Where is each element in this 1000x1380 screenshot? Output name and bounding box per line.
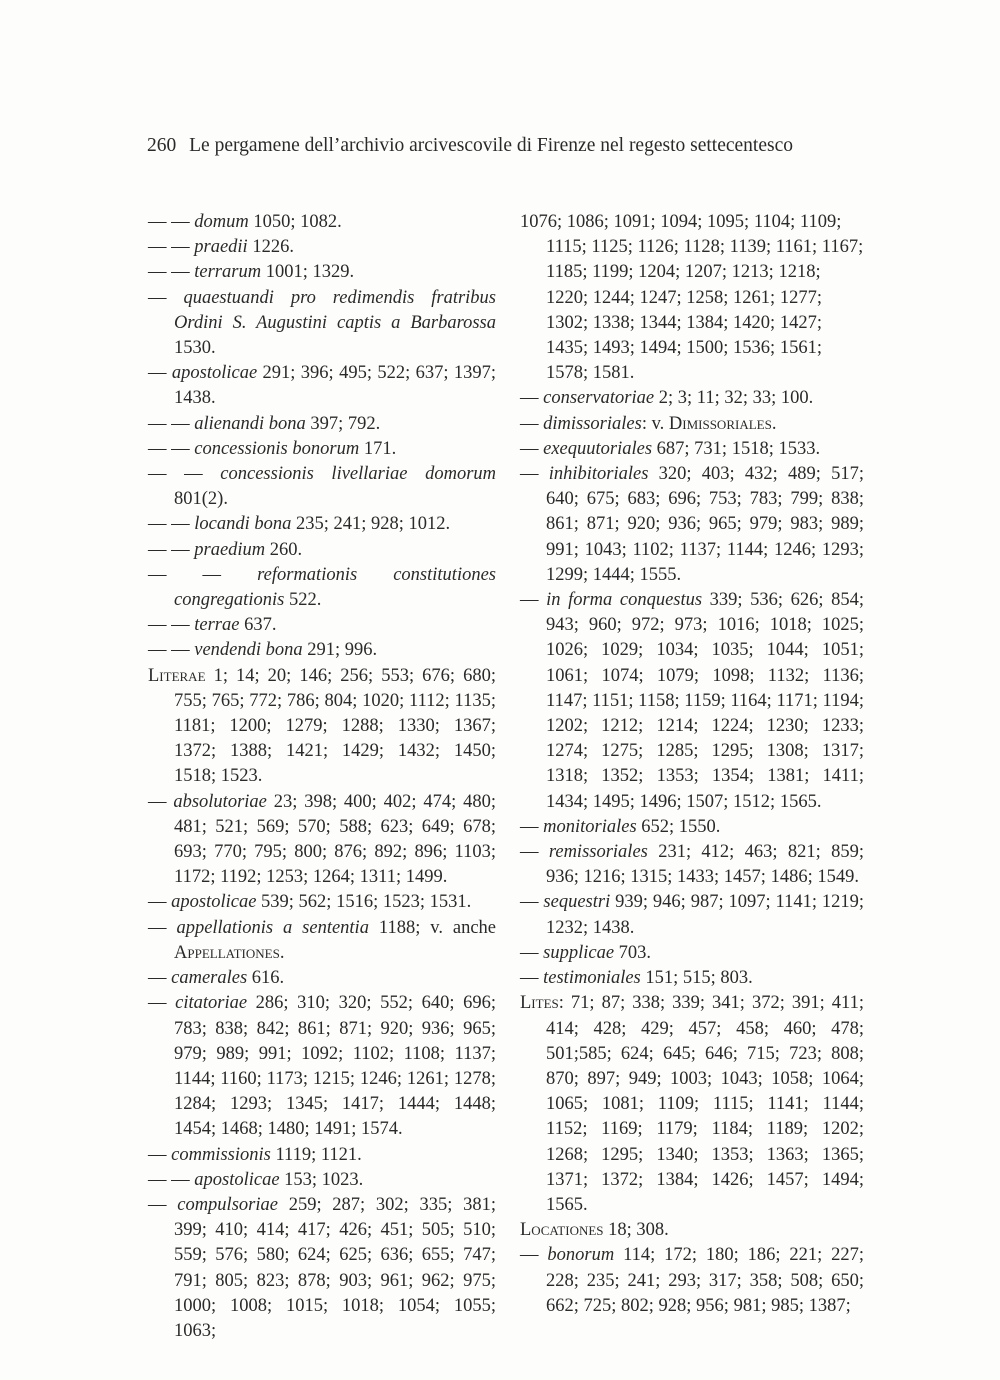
entry-dash: — (148, 791, 167, 812)
index-column-right (520, 210, 864, 1319)
entry-references: 259; 287; 302; 335; 381; 399; 410; 414; 417; 426; 451; 505; 510; 559; 576; 580; 624; 625; 636; 655; 747; 791; 805; 823; 878; 903; 961; 962; 975; 1000; 1008; 1015; 1018; 1054; 1055; 1063; (174, 1194, 497, 1341)
entry-references: 703. (618, 942, 652, 963)
entry-references: 23; 398; 400; 402; 474; 480; 481; 521; 569; 570; 588; 623; 649; 678; 693; 770; 795; 800; 876; 892; 896; 1103; 1172; 1192; 1253; 1264; 1311; 1499. (174, 791, 497, 888)
entry-references: 291; 996. (307, 640, 378, 661)
page-number: 260 (147, 135, 177, 156)
entry-term: inhibitoriales (548, 464, 649, 485)
entry-term: absolutoriae (173, 791, 267, 812)
entry-references: 286; 310; 320; 552; 640; 696; 783; 838; 842; 861; 871; 920; 936; 965; 979; 989; 991; 1092; 1102; 1108; 1137; 1144; 1160; 1173; 1215; 1246; 1261; 1278; 1284; 1293; 1345; 1417; 1444; 1448; 1454; 1468; 1480; 1491; 1574. (174, 993, 497, 1140)
index-entry (148, 916, 496, 966)
entry-references: 1050; 1082. (253, 212, 342, 232)
index-entry (148, 361, 496, 411)
entry-dash: — (148, 892, 167, 913)
entry-term: bonorum (547, 1245, 615, 1266)
entry-dash: — — (148, 564, 222, 585)
entry-term: vendendi bona (194, 640, 303, 661)
entry-dash: — (520, 968, 539, 989)
entry-dash: — (520, 438, 539, 459)
entry-references: 801(2). (174, 489, 228, 510)
index-entry (148, 437, 496, 462)
entry-term: camerales (171, 968, 248, 989)
entry-end: . (771, 413, 777, 434)
index-entry (148, 890, 496, 915)
index-entry (148, 512, 496, 537)
entry-dash: — — (148, 438, 190, 459)
entry-dash: — (148, 1194, 167, 1215)
entry-references: 522. (288, 590, 322, 611)
index-entry (148, 1143, 496, 1168)
index-entry (148, 412, 496, 437)
entry-dash: — (148, 287, 167, 308)
page-header (147, 134, 867, 158)
entry-dash: — (520, 413, 539, 434)
entry-heading: Literae (148, 665, 206, 686)
entry-term: remissoriales (548, 842, 648, 863)
entry-dash: — (148, 363, 167, 384)
entry-term: compulsoriae (177, 1194, 278, 1215)
entry-dash: — (148, 1144, 167, 1165)
entry-term: monitoriales (543, 816, 637, 837)
entry-references: 939; 946; 987; 1097; 1141; 1219; 1232; 1438. (546, 892, 865, 938)
index-entry (148, 563, 496, 613)
running-title: Le pergamene dell’archivio arcivescovile di Firenze nel regesto settecentesco (189, 135, 793, 156)
entry-dash: — — (148, 640, 190, 661)
entry-term: supplicae (543, 942, 615, 963)
entry-dash: — — (148, 539, 190, 560)
index-entry (520, 210, 864, 386)
entry-references: 1001; 1329. (265, 262, 355, 283)
entry-dash: — — (148, 514, 190, 535)
index-entry (148, 1193, 496, 1344)
index-entry (148, 210, 496, 235)
entry-references: 114; 172; 180; 186; 221; 227; 228; 235; 241; 293; 317; 358; 508; 650; 662; 725; 802; 928; 956; 981; 985; 1387; (546, 1245, 865, 1316)
entry-references: : v. (641, 413, 665, 434)
entry-term: locandi bona (194, 514, 292, 535)
entry-dash: — — (148, 464, 203, 485)
index-entry (148, 260, 496, 285)
index-entry (520, 437, 864, 462)
entry-dash: — — (148, 615, 190, 636)
index-entry (520, 815, 864, 840)
entry-dash: — (148, 917, 167, 938)
entry-dash: — (520, 942, 539, 963)
entry-references: : 71; 87; 338; 339; 341; 372; 391; 411; 414; 428; 429; 457; 458; 460; 478; 501;585; 624; 645; 646; 715; 723; 808; 870; 897; 949; 1003; 1043; 1058; 1064; 1065; 1081; 1109; 1115; 1141; 1144; 1152; 1169; 1179; 1184; 1189; 1202; 1268; 1295; 1340; 1353; 1363; 1365; 1371; 1372; 1384; 1426; 1457; 1494; 1565. (546, 993, 864, 1215)
entry-term: conservatoriae (543, 388, 655, 409)
entry-term: terrae (194, 615, 240, 636)
entry-dash: — — (148, 262, 190, 283)
entry-references: 151; 515; 803. (645, 968, 753, 989)
entry-term: in forma conquestus (546, 590, 703, 611)
entry-dash: — (520, 1245, 539, 1266)
entry-term: citatoriae (175, 993, 248, 1014)
entry-term: apostolicae (171, 892, 257, 913)
index-entry (520, 941, 864, 966)
entry-references: 1530. (174, 338, 216, 359)
entry-references: 231; 412; 463; 821; 859; 936; 1216; 1315; 1433; 1457; 1486; 1549. (546, 842, 865, 888)
entry-term: commissionis (171, 1144, 271, 1165)
index-entry (520, 1218, 864, 1243)
index-entry (148, 538, 496, 563)
entry-references: 539; 562; 1516; 1523; 1531. (261, 892, 472, 913)
index-entry (148, 286, 496, 362)
entry-term: sequestri (543, 892, 611, 913)
entry-dash: — (520, 464, 539, 485)
index-entry (148, 966, 496, 991)
entry-references: 397; 792. (310, 413, 381, 434)
entry-term: dimissoriales (543, 413, 642, 434)
entry-dash: — (520, 388, 539, 409)
index-entry (148, 638, 496, 663)
entry-term: terrarum (194, 262, 262, 283)
entry-references: 1119; 1121. (275, 1144, 362, 1165)
entry-term: domum (194, 212, 249, 232)
index-entry (520, 966, 864, 991)
entry-term: quaestuandi pro redimendis fratribus Ordini S. Augustini captis a Barbarossa (174, 287, 496, 333)
cross-reference: Dimissoriales (668, 413, 772, 434)
index-entry (520, 840, 864, 890)
entry-references: 1188; v. anche (378, 917, 497, 938)
entry-references: 235; 241; 928; 1012. (296, 514, 451, 535)
entry-references: 171. (363, 438, 397, 459)
entry-term: praedii (194, 237, 248, 258)
index-entry (520, 386, 864, 411)
entry-heading: Lites (520, 993, 559, 1014)
index-entry (520, 462, 864, 588)
entry-term: alienandi bona (194, 413, 306, 434)
index-entry (148, 1168, 496, 1193)
index-entry (520, 588, 864, 815)
entry-dash: — — (148, 237, 190, 258)
entry-references: 18; 308. (608, 1220, 669, 1241)
entry-dash: — (520, 892, 539, 913)
index-entry (520, 890, 864, 940)
entry-dash: — — (148, 1169, 190, 1190)
index-entry (520, 1243, 864, 1319)
index-entry (148, 235, 496, 260)
entry-dash: — — (148, 212, 190, 232)
index-column-left (148, 210, 496, 1344)
entry-references: 2; 3; 11; 32; 33; 100. (658, 388, 814, 409)
index-entry (148, 613, 496, 638)
entry-dash: — (520, 816, 539, 837)
entry-dash: — (520, 842, 539, 863)
entry-references: 339; 536; 626; 854; 943; 960; 972; 973; 1016; 1018; 1025; 1026; 1029; 1034; 1035; 1044; 1051; 1061; 1074; 1079; 1098; 1132; 1136; 1147; 1151; 1158; 1159; 1164; 1171; 1194; 1202; 1212; 1214; 1224; 1230; 1233; 1274; 1275; 1285; 1295; 1308; 1317; 1318; 1352; 1353; 1354; 1381; 1411; 1434; 1495; 1496; 1507; 1512; 1565. (546, 590, 864, 812)
entry-references: 1076; 1086; 1091; 1094; 1095; 1104; 1109; 1115; 1125; 1126; 1128; 1139; 1161; 1167; 1185; 1199; 1204; 1207; 1213; 1218; 1220; 1244; 1247; 1258; 1261; 1277; 1302; 1338; 1344; 1384; 1420; 1427; 1435; 1493; 1494; 1500; 1536; 1561; 1578; 1581. (520, 212, 864, 384)
index-entry (148, 462, 496, 512)
entry-term: praedium (194, 539, 266, 560)
entry-dash: — (148, 968, 167, 989)
entry-term: appellationis a sententia (176, 917, 369, 938)
entry-end: . (279, 942, 285, 963)
entry-references: 687; 731; 1518; 1533. (656, 438, 821, 459)
entry-references: 616. (251, 968, 285, 989)
entry-references: 291; 396; 495; 522; 637; 1397; 1438. (174, 363, 497, 409)
entry-term: concessionis livellariae domorum (220, 464, 497, 485)
index-entry (148, 664, 496, 790)
entry-term: apostolicae (194, 1169, 280, 1190)
index-entry (148, 991, 496, 1142)
entry-dash: — — (148, 413, 190, 434)
entry-term: concessionis bonorum (194, 438, 360, 459)
entry-term: apostolicae (171, 363, 258, 384)
index-entry (520, 412, 864, 437)
entry-references: 153; 1023. (284, 1169, 364, 1190)
entry-references: 260. (269, 539, 303, 560)
entry-dash: — (520, 590, 539, 611)
entry-term: exequutoriales (543, 438, 653, 459)
cross-reference: Appellationes (174, 942, 280, 963)
entry-heading: Locationes (520, 1220, 604, 1241)
entry-references: 320; 403; 432; 489; 517; 640; 675; 683; 696; 753; 783; 799; 838; 861; 871; 920; 936; 965; 979; 983; 989; 991; 1043; 1102; 1137; 1144; 1246; 1293; 1299; 1444; 1555. (546, 464, 865, 585)
entry-references: 637. (244, 615, 277, 636)
entry-dash: — (148, 993, 167, 1014)
entry-references: 652; 1550. (641, 816, 721, 837)
entry-references: 1; 14; 20; 146; 256; 553; 676; 680; 755; 765; 772; 786; 804; 1020; 1112; 1135; 1181; 1200; 1279; 1288; 1330; 1367; 1372; 1388; 1421; 1429; 1432; 1450; 1518; 1523. (174, 665, 496, 787)
entry-references: 1226. (252, 237, 294, 258)
index-entry (520, 991, 864, 1218)
entry-term: reformationis constitutiones congregationis (174, 564, 496, 611)
entry-term: testimoniales (543, 968, 641, 989)
index-entry (148, 790, 496, 891)
